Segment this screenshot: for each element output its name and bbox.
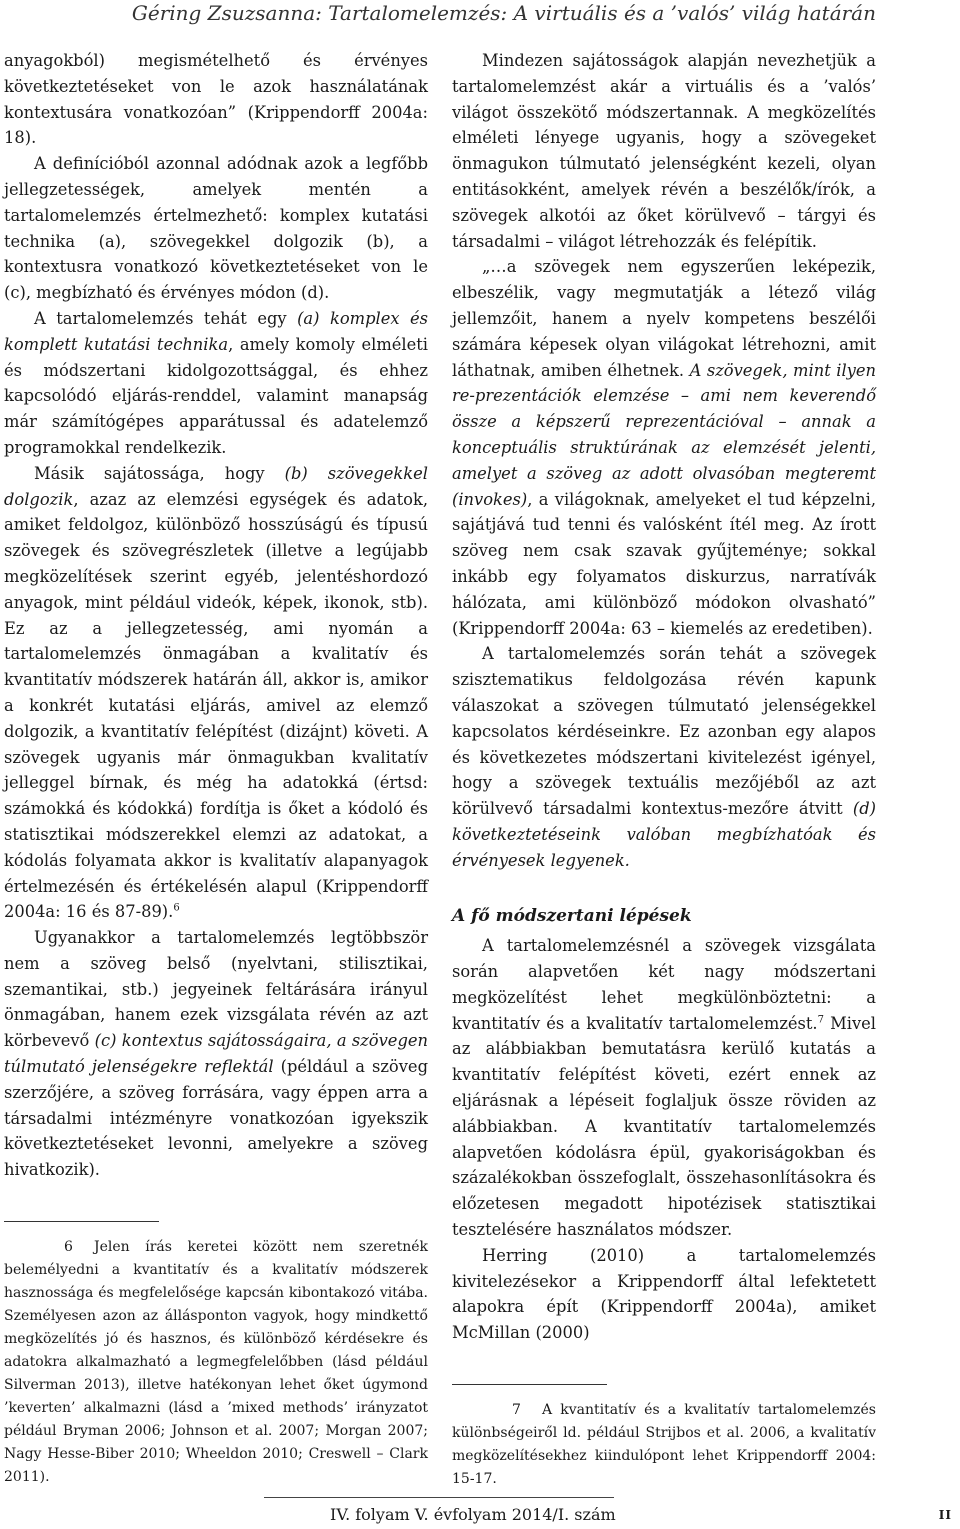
footnote-divider bbox=[452, 1384, 607, 1385]
right-column bbox=[452, 48, 876, 1491]
paragraph: Ugyanakkor a tartalomelemzés legtöbbször nem a szöveg belső (nyelvtani, stilisztikai, szemantikai, stb.) jegyeinek feltárására irányul önmagában, hanem ezek vizsgálata révén az azt körbevevő (c) kontextus sajátosságaira, a szövegen túlmutató jelenségekre reflektál (például a szöveg szerzőjére, a szöveg forrására, vagy éppen arra a társadalmi intézményre vonatkozóan igyekszik következtetéseket levonni, amelyekre a szöveg hivatkozik). bbox=[4, 928, 428, 1180]
paragraph: anyagokból) megismételhető és érvényes következtetéseket von le azok használatának kontextusára vonatkozóan” (Krippendorff 2004a: 18). bbox=[4, 51, 428, 148]
footer-divider bbox=[264, 1497, 614, 1498]
paragraph: A tartalomelemzésnél a szövegek vizsgálata során alapvetően két nagy módszertani megközelítést lehet megkülönböztetni: a kvantitatív és a kvalitatív tartalomelemzést.$^7$ Mivel az alábbiakban bemutatásra kerülő kutatás a kvantitatív felépítést követi, ezért ennek az eljárásnak a lépéseit foglaljuk össze röviden az alábbiakban. A kvantitatív tartalomelemzés alapvetően kódolásra épül, gyakoriságokban és százalékokban összefoglalt, összehasonlításokra és előzetesen megadott hipotézisek statisztikai tesztelésére használatos módszer. bbox=[452, 936, 876, 1240]
emphasis: (a) komplex és komplett kutatási technika bbox=[4, 308, 428, 354]
paragraph: A tartalomelemzés során tehát a szövegek szisztematikus feldolgozása révén kapunk válaszokat a szövegen túlmutató jelenségekkel kapcsolatos kérdéseinkre. Ez azonban egy alapos és következetes módszertani kivitelezést igényel, hogy a szövegek textuális mezőjéből az azt körülvevő társadalmi kontextus-mezőre átvitt (d) következtetéseink valóban megbízhatóak és érvényesek legyenek. bbox=[452, 644, 876, 870]
paragraph: Mindezen sajátosságok alapján nevezhetjük a tartalomelemzést akár a virtuális és a ’valós’ világot összekötő módszertannak. A megközelítés elméleti lényege ugyanis, hogy a szövegeket önmagukon túlmutató jelenségként kezeli, olyan entitásokként, amelyek révén a beszélők/írók, a szövegek alkotói az őket körülvevő – tárgyi és társadalmi – világot létrehozzák és felépítik. bbox=[452, 51, 876, 251]
paragraph: A definícióból azonnal adódnak azok a legfőbb jellegzetességek, amelyek mentén a tartalomelemzés értelmezhető: komplex kutatási technika (a), szövegekkel dolgozik (b), a kontextusra vonatkozó következtetéseket von le (c), megbízható és érvényes módon (d). bbox=[4, 154, 428, 303]
paragraph: Herring (2010) a tartalomelemzés kivitelezésekor a Krippendorff által lefektetett alapokra épít (Krippendorff 2004a), amiket McMillan (2000) bbox=[452, 1245, 876, 1343]
footnote-divider bbox=[4, 1221, 159, 1222]
paragraph: A tartalomelemzés tehát egy (a) komplex és komplett kutatási technika, amely komoly elméleti és módszertani kidolgozottsággal, és ehhez kapcsolódó eljárás-renddel, valamint manapság már számítógépes apparátussal és adatelemző programokkal rendelkezik. bbox=[4, 308, 428, 457]
footnote: 6 Jelen írás keretei között nem szeretnék belemélyedni a kvantitatív és a kvalitatív módszerek hasznossága és megfelelősége kapcsán kibontakozó vitába. Személyesen azon az állásponton vagyok, hogy mindkettő megközelítés jó és hasznos, és különböző kérdésekre és adatokra alkalmazható a legmegfelelőbben (lásd például Silverman 2013), illetve hatékonyan lehet őket úgymond ’keverten’ alkalmazni (lásd a ’mixed methods’ irányzatot például Bryman 2006; Johnson et al. 2007; Morgan 2007; Nagy Hesse-Biber 2010; Wheeldon 2010; Creswell – Clark 2011). bbox=[4, 1236, 428, 1489]
emphasis: (b) szövegekkel dolgozik bbox=[4, 463, 428, 509]
section-heading: A fő módszertani lépések bbox=[452, 905, 692, 926]
page-mark: II bbox=[938, 1508, 952, 1522]
footnote-number: 6 bbox=[64, 1239, 73, 1256]
footnote-number: 7 bbox=[512, 1402, 521, 1419]
footnote: 7 A kvantitatív és a kvalitatív tartalomelemzés különbségeiről ld. például Strijbos et al. 2006, a kvalitatív megközelítésekhez kiindulópont lehet Krippendorff 2004: 15-17. bbox=[452, 1399, 876, 1491]
footer-issue: IV. folyam V. évfolyam 2014/I. szám bbox=[330, 1505, 616, 1524]
footnote-ref[interactable]: 6 bbox=[173, 902, 180, 914]
footnote-ref[interactable]: 7 bbox=[817, 1014, 824, 1026]
left-column bbox=[4, 48, 428, 1489]
quote-paragraph: „…a szövegek nem egyszerűen leképezik, elbeszélik, vagy megmutatják a létező világ jellemzőit, hanem a nyelv kompetens beszélői számára képesek olyan világokat létrehozni, amit láthatnak, amiben élhetnek. A szövegek, mint ilyen re-prezentációk elemzése – ami nem keverendő össze a képszerű reprezentációval – annak a konceptuális struktúrának az elemzését jelenti, amelyet a szöveg az adott olvasóban megteremt (invokes), a világoknak, amelyeket el tud képzelni, sajátjává tud tenni és valósként ítél meg. Az írott szöveg nem csak szavak gyűjteménye; sokkal inkább egy folyamatos diskurzus, narratívák hálózata, ami különböző módokon olvasható” (Krippendorff 2004a: 63 – kiemelés az eredetiben). bbox=[452, 257, 876, 638]
paragraph: Másik sajátossága, hogy (b) szövegekkel dolgozik, azaz az elemzési egységek és adatok, amiket feldolgoz, különböző hosszúságú és típusú szövegek és szövegrészletek (illetve a legújabb megközelítések szerint egyéb, jelentéshordozó anyagok, mint például videók, képek, ikonok, stb). Ez az a jellegzetesség, ami nyomán a tartalomelemzés önmagában a kvalitatív és kvantitatív módszerek határán áll, akkor is, amikor a konkrét kutatási eljárás, amivel az elemző dolgozik, a kvantitatív felépítést (dizájnt) követi. A szövegek ugyanis már önmagukban kvalitatív jelleggel bírnak, és még ha adatokká (értsd: számokká és kódokká) fordítja is őket a kódoló és statisztikai módszerekkel elemzi az adatokat, a kódolás folyamata akkor is kvalitatív alapanyagok értelmezésén és értékelésén alapul (Krippendorff 2004a: 16 és 87-89).$^6$ bbox=[4, 463, 428, 922]
emphasis: (c) kontextus sajátosságaira, a szövegen túlmutató jelenségekre reflektál bbox=[4, 1031, 428, 1077]
emphasis: (d) következtetéseink valóban megbízhatóak és érvényesek legyenek. bbox=[452, 799, 876, 870]
emphasis: A szövegek, mint ilyen re-prezentációk elemzése – ami nem keverendő össze a képszerű reprezentációval – annak a konceptuális struktúrának az elemzését jelenti, amelyet a szöveg az adott olvasóban megteremt (invokes) bbox=[452, 360, 876, 509]
running-header: Géring Zsuzsanna: Tartalomelemzés: A virtuális és a ’valós’ világ határán bbox=[131, 1, 876, 25]
